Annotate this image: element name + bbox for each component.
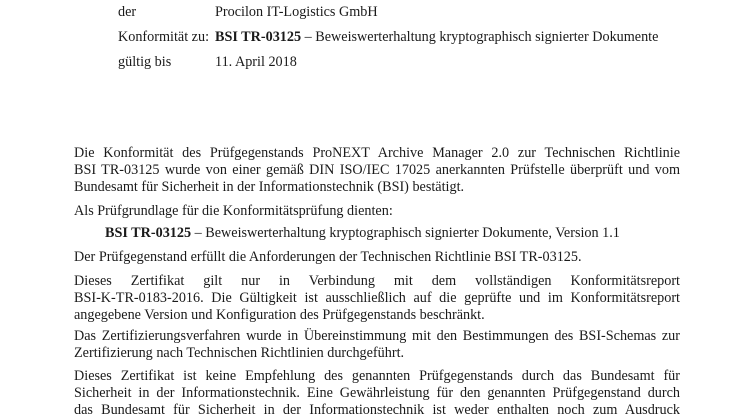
header-value-conformity-bold: BSI TR-03125 bbox=[215, 29, 302, 45]
paragraph-line: Das Zertifizierungsverfahren wurde in Übereinstimmung mit den Bestimmungen des BSI-Schemas zur bbox=[74, 328, 680, 344]
header-label-validity: gültig bis bbox=[118, 54, 172, 70]
test-basis-rest: – Beweiswerterhaltung kryptographisch signierter Dokumente, Version 1.1 bbox=[191, 225, 620, 241]
paragraph-line: BSI-K-TR-0183-2016. Die Gültigkeit ist ausschließlich auf die geprüfte und im Konformitätsreport bbox=[74, 290, 680, 306]
paragraph-line: BSI TR-03125 wurde von einer gemäß DIN ISO/IEC 17025 anerkannten Prüfstelle überprüft und vom bbox=[74, 162, 680, 178]
paragraph-line: angegebene Version und Konfiguration des Prüfgegenstands beschränkt. bbox=[74, 307, 485, 323]
header-label-conformity: Konformität zu: bbox=[118, 29, 210, 45]
paragraph-certificate-validity bbox=[74, 273, 680, 324]
header-value-validity: 11. April 2018 bbox=[215, 54, 297, 70]
paragraph-line: Die Konformität des Prüfgegenstands ProNEXT Archive Manager 2.0 zur Technischen Richtlinie bbox=[74, 145, 680, 161]
paragraph-line: Zertifizierung nach Technischen Richtlinien durchgeführt. bbox=[74, 345, 405, 361]
paragraph-conformity-statement bbox=[74, 145, 680, 196]
paragraph-fulfils-requirements bbox=[74, 249, 680, 266]
paragraph-line: Sicherheit in der Informationstechnik. Eine Gewährleistung für den genannten Prüfgegenstand durch bbox=[74, 385, 680, 401]
paragraph-line: Bundesamt für Sicherheit in der Informationstechnik (BSI) bestätigt. bbox=[74, 179, 465, 195]
header-value-vendor: Procilon IT-Logistics GmbH bbox=[215, 4, 378, 20]
test-basis-item bbox=[105, 225, 620, 242]
paragraph-line: Dieses Zertifikat gilt nur in Verbindung mit dem vollständigen Konformitätsreport bbox=[74, 273, 680, 289]
header-value-conformity-rest: – Beweiswerterhaltung kryptographisch signierter Dokumente bbox=[301, 29, 659, 45]
paragraph-line: Dieses Zertifikat ist keine Empfehlung des genannten Prüfgegenstands durch das Bundesamt für bbox=[74, 368, 680, 384]
header-label-vendor: der bbox=[118, 4, 137, 20]
paragraph-certification-procedure bbox=[74, 328, 680, 362]
paragraph-line: Der Prüfgegenstand erfüllt die Anforderungen der Technischen Richtlinie BSI TR-03125. bbox=[74, 249, 582, 265]
header-value-conformity bbox=[215, 29, 658, 46]
paragraph-no-recommendation bbox=[74, 368, 680, 419]
paragraph-line: das Bundesamt für Sicherheit in der Informationstechnik ist weder enthalten noch zum Ausdruck bbox=[74, 402, 680, 418]
paragraph-line: Als Prüfgrundlage für die Konformitätsprüfung dienten: bbox=[74, 203, 393, 219]
paragraph-test-basis-intro bbox=[74, 203, 680, 220]
test-basis-bold: BSI TR-03125 bbox=[105, 225, 192, 241]
